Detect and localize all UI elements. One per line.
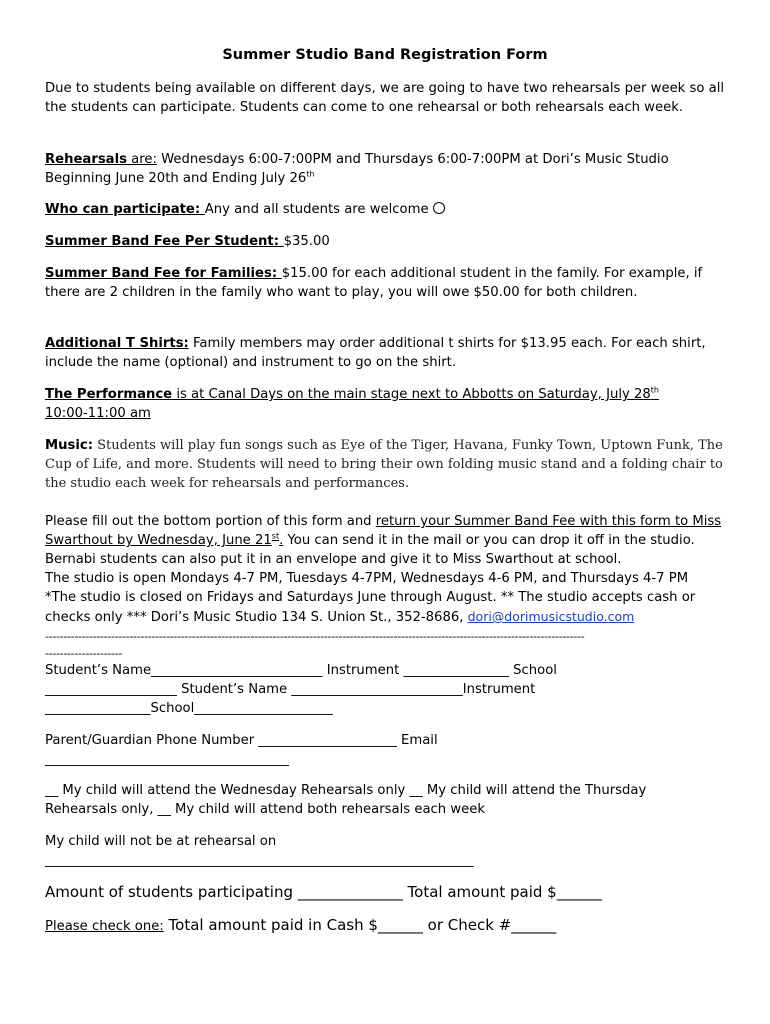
performance-text: is at Canal Days on the main stage next to Abbotts on Saturday, July 28 <box>172 387 651 402</box>
rehearsals-paragraph <box>45 150 730 188</box>
amount-line: Amount of students participating ______________ Total amount paid $______ <box>45 883 602 901</box>
rehearsals-sup: th <box>306 169 315 179</box>
student-line-3: ________________School_____________________ <box>45 701 333 716</box>
absence-line: _________________________________________________________________ <box>45 853 474 868</box>
student-line-2: ____________________ Student’s Name __________________________Instrument <box>45 682 536 697</box>
instructions-sup: st <box>271 531 280 541</box>
performance-label: The Performance <box>45 387 173 402</box>
check-one-label: Please check one: <box>45 919 164 934</box>
studio-hours: The studio is open Mondays 4-7 PM, Tuesdays 4-7PM, Wednesdays 4-6 PM, and Thursdays 4-7 PM <box>45 571 689 586</box>
performance-paragraph <box>45 385 730 423</box>
smiley-icon <box>433 202 445 214</box>
rehearsals-dates: Beginning June 20th and Ending July 26 <box>45 171 307 186</box>
instructions-part2: You can send it in the mail or you can drop it off in the studio. Bernabi students can also put it in an envelope and give it to Miss Swarthout at school. <box>45 533 695 567</box>
absence-section <box>45 832 730 870</box>
student-info-lines <box>45 661 730 718</box>
studio-email-link[interactable]: dori@dorimusicstudio.com <box>467 609 635 624</box>
instructions-paragraph <box>45 512 730 627</box>
cut-line: --------------------------------------------------------------------------------------------------------------------------------------------------- <box>45 630 585 643</box>
tshirts-paragraph <box>45 334 730 372</box>
tshirts-text: Family members may order additional t shirts for $13.95 each. For each shirt, include the name (optional) and instrument to go on the shirt. <box>45 336 706 370</box>
page-title: Summer Studio Band Registration Form <box>222 47 548 63</box>
fee-student-text: $35.00 <box>283 234 330 249</box>
fee-student-label: Summer Band Fee Per Student: <box>45 234 284 249</box>
attendance-line-2: Rehearsals only, __ My child will attend both rehearsals each week <box>45 802 485 817</box>
participate-paragraph <box>45 200 730 219</box>
instructions-part1: Please fill out the bottom portion of this form and <box>45 514 376 529</box>
music-text: Students will play fun songs such as Eye of the Tiger, Havana, Funky Town, Uptown Funk, The Cup of Life, and more. Students will need to bring their own folding music stand and a folding chair to the studio each week for rehearsals and performances. <box>45 438 723 491</box>
studio-closed-note: *The studio is closed on Fridays and Saturdays June through August. ** The studio accepts cash or checks only *** Dori’s Music Studio 134 S. Union St., 352-8686, <box>45 590 696 625</box>
student-line-1: Student’s Name__________________________ Instrument ________________ School <box>45 663 557 678</box>
absence-label: My child will not be at rehearsal on <box>45 834 277 849</box>
payment-text: Total amount paid in Cash $______ or Check #______ <box>163 916 557 934</box>
payment-line <box>45 916 730 936</box>
fee-families-paragraph <box>45 264 730 302</box>
participate-label: Who can participate: <box>45 202 205 217</box>
participate-text: Any and all students are welcome <box>204 202 433 217</box>
parent-phone-line: Parent/Guardian Phone Number _____________________ Email <box>45 733 438 748</box>
performance-sup: th <box>650 385 659 395</box>
music-paragraph <box>45 436 730 493</box>
rehearsals-label: Rehearsals <box>45 152 127 167</box>
fee-families-label: Summer Band Fee for Families: <box>45 266 282 281</box>
fee-student-paragraph <box>45 232 730 251</box>
parent-email-line: _____________________________________ <box>45 752 289 767</box>
instructions-deadline-end: . <box>279 533 284 548</box>
cut-line-continued: --------------------- <box>45 647 123 660</box>
intro-paragraph: Due to students being available on different days, we are going to have two rehearsals per week so all the students can participate. Students can come to one rehearsal or both rehearsals each week. <box>45 81 725 115</box>
performance-time: 10:00-11:00 am <box>45 406 151 421</box>
parent-contact <box>45 731 730 769</box>
rehearsals-text: Wednesdays 6:00-7:00PM and Thursdays 6:00-7:00PM at Dori’s Music Studio <box>156 152 669 167</box>
instructions-deadline: return your Summer Band Fee with this form to Miss Swarthout by Wednesday, June 21 <box>45 514 722 548</box>
music-label: Music: <box>45 438 93 453</box>
tshirts-label: Additional T Shirts: <box>45 336 189 351</box>
attendance-options <box>45 781 730 819</box>
rehearsals-label-suffix: are: <box>126 152 157 167</box>
attendance-line-1: __ My child will attend the Wednesday Rehearsals only __ My child will attend the Thursday <box>45 783 647 798</box>
fee-families-text: $15.00 for each additional student in the family. For example, if there are 2 children in the family who want to play, you will owe $50.00 for both children. <box>45 266 703 300</box>
